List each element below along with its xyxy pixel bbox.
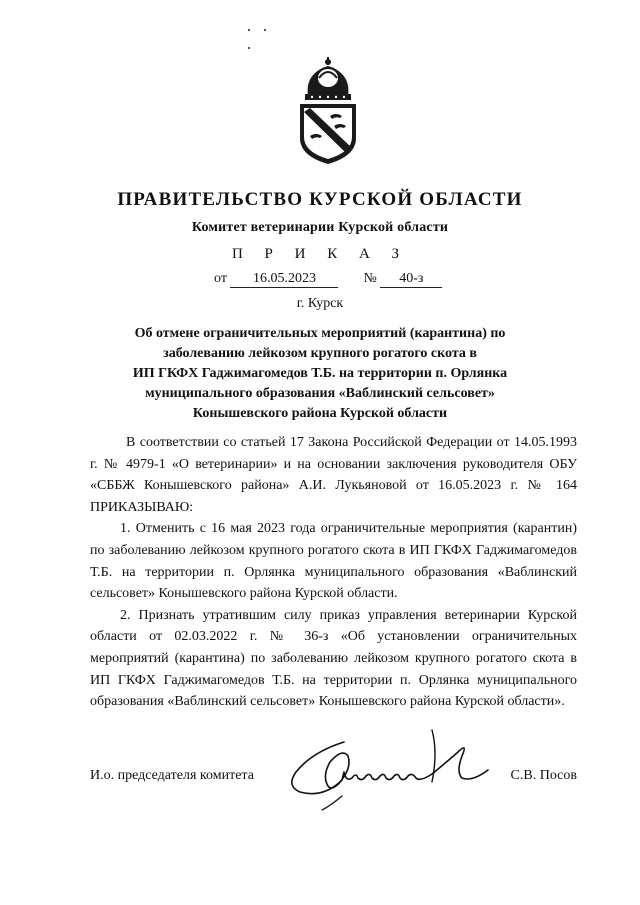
- city: г. Курск: [296, 296, 344, 311]
- preamble-paragraph: В соответствии со статьей 17 Закона Российской Федерации от 14.05.1993 г. № 4979-1 «О ветеринарии» и на основании заключения руководителя ОБУ «СББЖ Конышевского района» А.И. Лукьяновой от 16.05.2023 г. № 164 ПРИКАЗЫВАЮ:: [90, 435, 577, 515]
- committee-name: Комитет ветеринарии Курской области: [191, 220, 449, 235]
- title-line: муниципального образования «Ваблинский сельсовет»: [145, 386, 495, 401]
- handwritten-signature: [282, 722, 492, 812]
- clause-1-paragraph: 1. Отменить с 16 мая 2023 года ограничительные мероприятия (карантин) по заболеванию лейкозом крупного рогатого скота в ИП ГКФХ Гаджимагомедов Т.Б. на территории п. Орлянка муниципального образования «Ваблинский сельсовет» Конышевского района Курской области.: [90, 521, 577, 602]
- kursk-coat-of-arms-icon: [290, 56, 366, 166]
- order-title: [90, 324, 550, 424]
- number-prefix: №: [363, 271, 377, 286]
- document-type: П Р И К А З: [231, 246, 409, 262]
- scan-artifact: [248, 18, 288, 22]
- signatory-name: С.В. Посов: [510, 768, 577, 783]
- government-title: ПРАВИТЕЛЬСТВО КУРСКОЙ ОБЛАСТИ: [117, 189, 523, 210]
- title-line: Об отмене ограничительных мероприятий (карантина) по: [134, 326, 506, 341]
- order-body: [90, 432, 577, 713]
- title-line: заболеванию лейкозом крупного рогатого скота в: [163, 346, 477, 361]
- order-date-number: [214, 271, 442, 288]
- signature-block: [90, 768, 577, 790]
- date-prefix: от: [214, 271, 227, 286]
- signatory-position: И.о. председателя комитета: [90, 768, 254, 783]
- clause-2-paragraph: 2. Признать утратившим силу приказ управления ветеринарии Курской области от 02.03.2022 г. № 36-з «Об установлении ограничительных мероприятий (карантина) по заболеванию лейкозом крупного рогатого скота в ИП ГКФХ Гаджимагомедов Т.Б. на территории п. Орлянка муниципального образования «Ваблинский сельсовет» Конышевского района Курской области».: [90, 607, 577, 710]
- title-line: ИП ГКФХ Гаджимагомедов Т.Б. на территории п. Орлянка: [132, 366, 508, 381]
- order-number: 40-з: [380, 271, 442, 288]
- order-date: 16.05.2023: [230, 271, 338, 288]
- title-line: Конышевского района Курской области: [192, 406, 448, 421]
